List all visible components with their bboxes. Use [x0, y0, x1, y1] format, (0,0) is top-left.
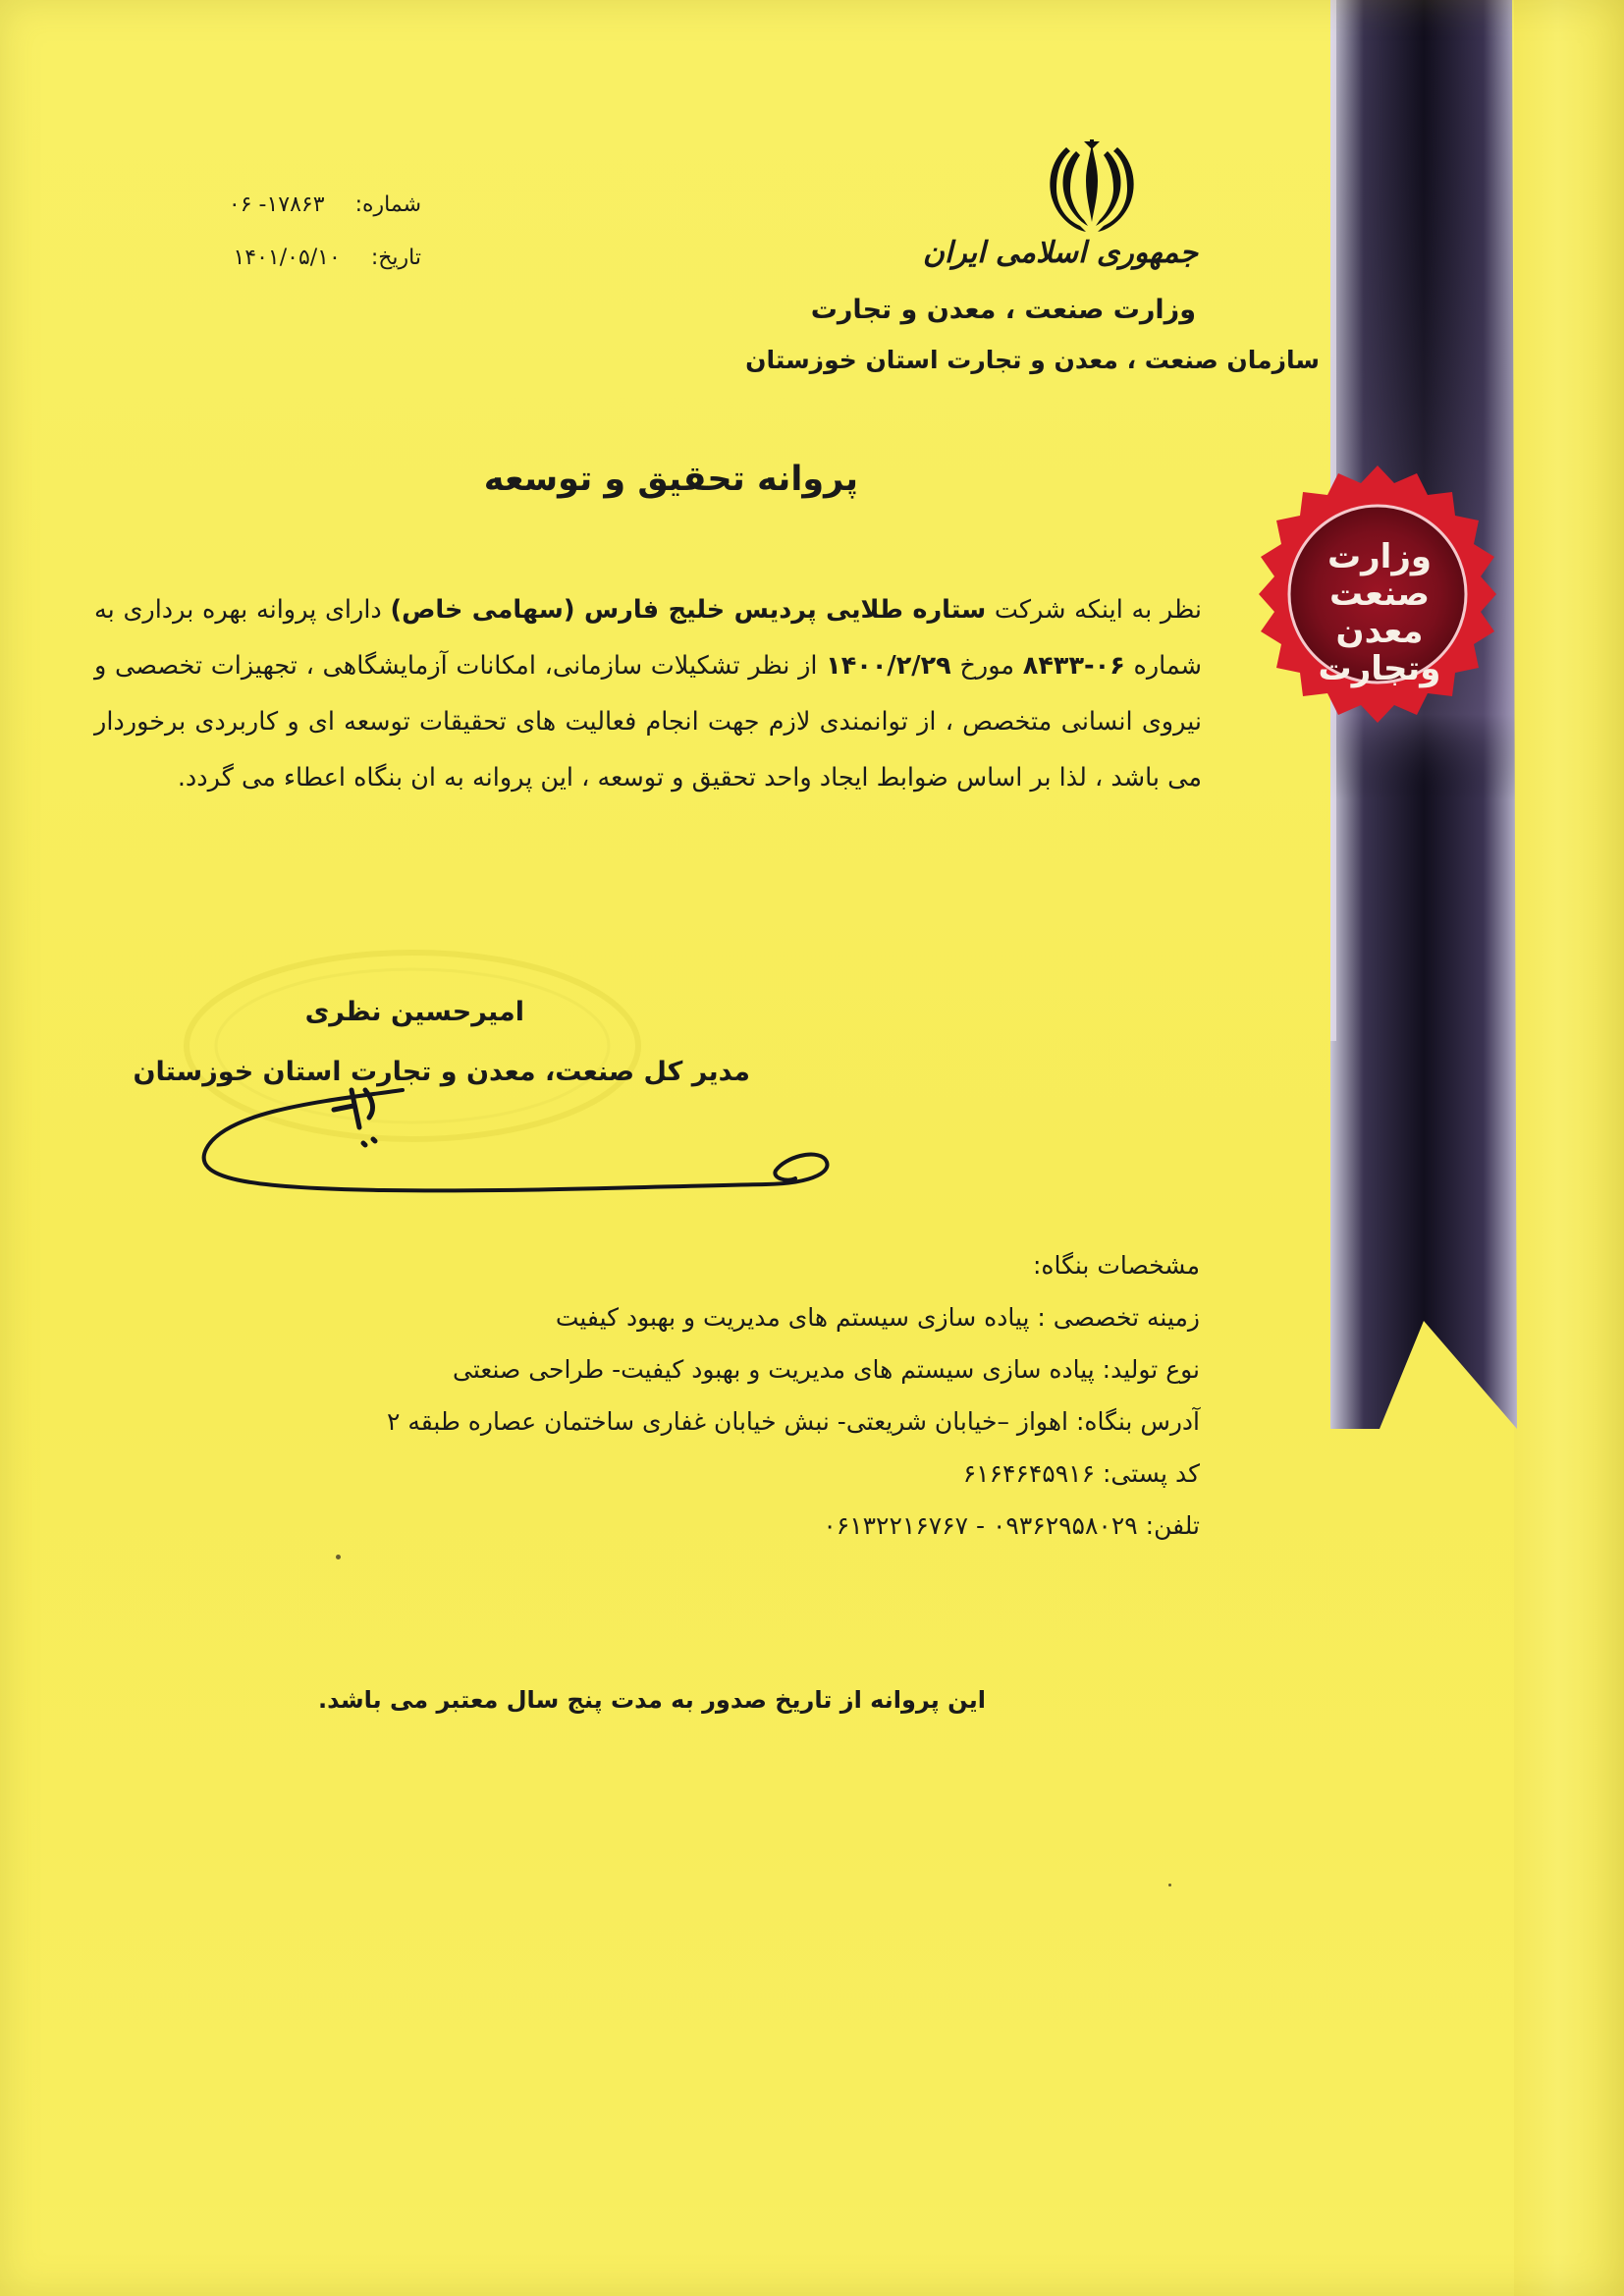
body-part-4: از نظر تشکیلات سازمانی، امکانات آزمایشگاهی ، تجهیزات تخصصی و نیروی انسانی متخصص ، از توانمندی لازم جهت انجام فعالیت های تحقیقات توسعه ای و کاربردی برخوردار می باشد ، لذا بر اساس ضوابط ایجاد واحد تحقیق و توسعه ، این پروانه به ان بنگاه اعطاء می گردد.	[94, 651, 1202, 793]
product-label: نوع تولید:	[1102, 1355, 1200, 1384]
certificate-body	[94, 582, 1202, 806]
ministry-name: وزارت صنعت ، معدن و تجارت	[810, 295, 1196, 325]
product-value: پیاده سازی سیستم های مدیریت و بهبود کیفیت- طراحی صنعتی	[453, 1355, 1095, 1384]
number-value: ۱۷۸۶۳- ۰۶	[228, 192, 325, 217]
address-label: آدرس بنگاه:	[1075, 1407, 1200, 1436]
field-label: زمینه تخصصی :	[1037, 1303, 1200, 1332]
country-name: جمهوری اسلامی ایران	[922, 236, 1198, 270]
organization-name: سازمان صنعت ، معدن و تجارت استان خوزستان	[745, 346, 1320, 374]
specs-heading: مشخصات بنگاه:	[1032, 1251, 1200, 1280]
seal-line-1: وزارت	[1326, 537, 1433, 576]
specs-product	[387, 1343, 1200, 1395]
signature-icon	[187, 1061, 854, 1218]
license-date: ۱۴۰۰/۲/۲۹	[826, 651, 951, 681]
company-specs	[387, 1239, 1200, 1552]
company-name: ستاره طلایی پردیس خلیج فارس (سهامی خاص)	[390, 595, 987, 625]
body-part-2: دارای پروانه بهره برداری به شماره	[94, 595, 1203, 681]
right-paper-strip	[1514, 0, 1624, 2296]
field-value: پیاده سازی سیستم های مدیریت و بهبود کیفیت	[555, 1303, 1030, 1332]
seal-line-2: صنعت	[1329, 574, 1430, 614]
letter-number	[229, 192, 421, 217]
phone-label: تلفن:	[1145, 1511, 1200, 1540]
specs-address	[387, 1395, 1200, 1448]
specs-postal	[387, 1448, 1200, 1500]
paper-speck	[1168, 1884, 1171, 1886]
seal-line-3: معدن	[1335, 612, 1424, 651]
date-value: ۱۴۰۱/۰۵/۱۰	[233, 246, 341, 270]
letter-date	[233, 246, 421, 270]
paper-speck	[336, 1555, 341, 1559]
postal-value: ۶۱۶۴۶۴۵۹۱۶	[962, 1459, 1095, 1488]
phone-value: ۰۹۳۶۲۹۵۸۰۲۹ - ۰۶۱۳۲۲۱۶۷۶۷	[823, 1511, 1138, 1540]
seal-text	[1306, 538, 1453, 687]
specs-field	[387, 1291, 1200, 1343]
date-label: تاریخ:	[370, 246, 421, 270]
body-part-1: نظر به اینکه شرکت	[994, 595, 1203, 625]
signatory-name: امیرحسین نظری	[304, 997, 524, 1027]
body-part-3: مورخ	[959, 651, 1015, 681]
address-value: اهواز –خیابان شریعتی- نبش خیابان غفاری ساختمان عصاره طبقه ۲	[386, 1407, 1068, 1436]
validity-note: این پروانه از تاریخ صدور به مدت پنج سال معتبر می باشد.	[317, 1686, 986, 1714]
specs-phone	[387, 1500, 1200, 1552]
seal-line-4: وتجارت	[1318, 649, 1441, 688]
license-number: ۰۶-۸۴۳۳	[1022, 651, 1125, 681]
certificate-title: پروانه تحقیق و توسعه	[483, 460, 858, 499]
signatory-title: مدیر کل صنعت، معدن و تجارت استان خوزستان	[133, 1057, 750, 1087]
iran-emblem-icon	[1041, 137, 1143, 240]
number-label: شماره:	[354, 192, 421, 217]
postal-label: کد پستی:	[1102, 1459, 1200, 1488]
